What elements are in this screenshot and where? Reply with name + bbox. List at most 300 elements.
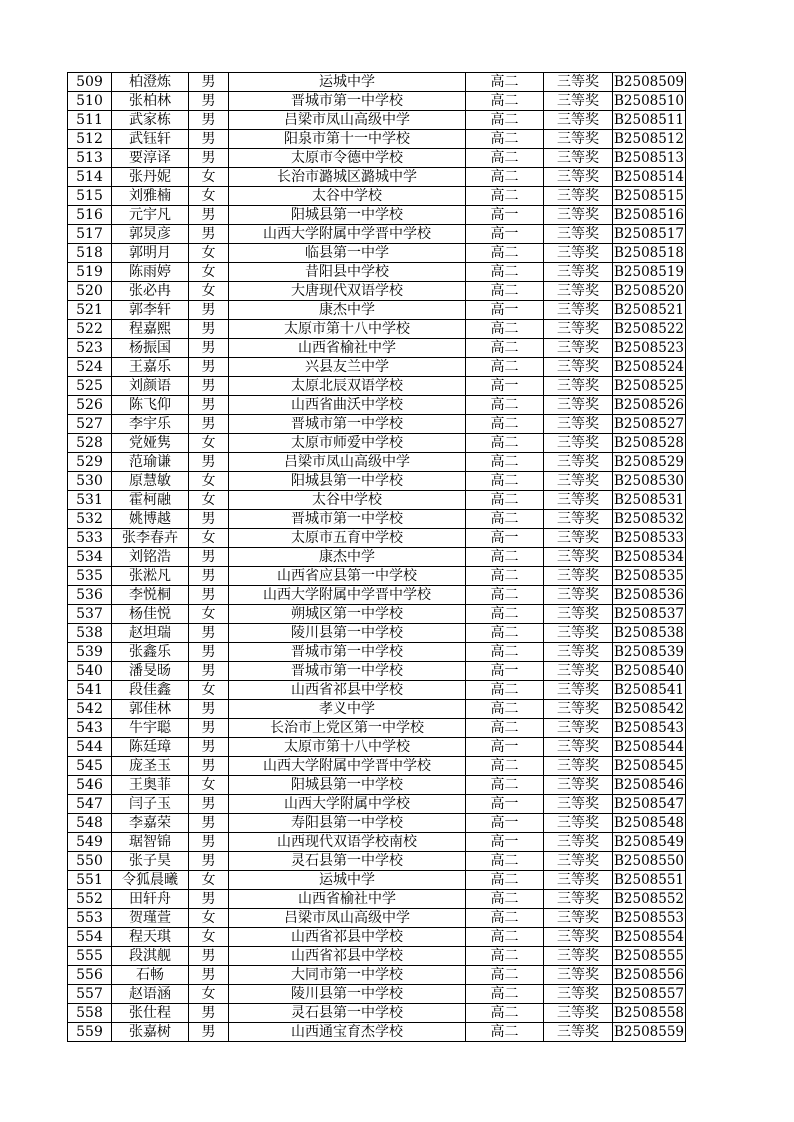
gender: 男 <box>189 757 229 776</box>
certificate-number: B2508516 <box>613 207 685 223</box>
grade: 高二 <box>466 1023 544 1042</box>
school-name: 康杰中学 <box>229 548 466 567</box>
gender: 男 <box>189 586 229 605</box>
student-name: 郭明月 <box>112 244 189 263</box>
row-number: 554 <box>68 928 112 947</box>
grade: 高二 <box>466 700 544 719</box>
gender: 女 <box>189 282 229 301</box>
award-level: 三等奖 <box>544 928 613 947</box>
award-level: 三等奖 <box>544 187 613 206</box>
table-row <box>68 73 686 92</box>
award-level: 三等奖 <box>544 776 613 795</box>
student-name: 武家栋 <box>112 111 189 130</box>
table-row <box>68 434 686 453</box>
school-name: 太谷中学校 <box>229 187 466 206</box>
award-level: 三等奖 <box>544 206 613 225</box>
certificate-number: B2508536 <box>613 587 685 603</box>
award-level: 三等奖 <box>544 491 613 510</box>
gender: 男 <box>189 358 229 377</box>
certificate-number: B2508509 <box>613 74 685 90</box>
school-name: 吕梁市凤山高级中学 <box>229 909 466 928</box>
student-name: 元宇凡 <box>112 206 189 225</box>
gender: 男 <box>189 814 229 833</box>
row-number: 510 <box>68 92 112 111</box>
grade: 高二 <box>466 415 544 434</box>
grade: 高二 <box>466 111 544 130</box>
table-row <box>68 700 686 719</box>
table-row <box>68 472 686 491</box>
table-row <box>68 871 686 890</box>
row-number: 534 <box>68 548 112 567</box>
school-name: 晋城市第一中学校 <box>229 415 466 434</box>
award-level: 三等奖 <box>544 966 613 985</box>
student-name: 张子昊 <box>112 852 189 871</box>
grade: 高二 <box>466 776 544 795</box>
school-name: 阳城县第一中学校 <box>229 472 466 491</box>
row-number: 521 <box>68 301 112 320</box>
row-number: 547 <box>68 795 112 814</box>
gender: 女 <box>189 244 229 263</box>
school-name: 长治市上党区第一中学校 <box>229 719 466 738</box>
row-number: 558 <box>68 1004 112 1023</box>
row-number: 552 <box>68 890 112 909</box>
student-name: 王奥菲 <box>112 776 189 795</box>
student-name: 张仕程 <box>112 1004 189 1023</box>
grade: 高二 <box>466 73 544 92</box>
table-row <box>68 947 686 966</box>
award-level: 三等奖 <box>544 73 613 92</box>
certificate-number: B2508529 <box>613 454 685 470</box>
school-name: 山西大学附属中学晋中学校 <box>229 586 466 605</box>
student-name: 赵坦瑞 <box>112 624 189 643</box>
gender: 女 <box>189 491 229 510</box>
certificate-number: B2508549 <box>613 834 685 850</box>
school-name: 山西省榆社中学 <box>229 890 466 909</box>
table-row <box>68 548 686 567</box>
grade: 高一 <box>466 814 544 833</box>
gender: 男 <box>189 947 229 966</box>
row-number: 533 <box>68 529 112 548</box>
certificate-number: B2508526 <box>613 397 685 413</box>
award-level: 三等奖 <box>544 339 613 358</box>
grade: 高二 <box>466 282 544 301</box>
table-row <box>68 206 686 225</box>
gender: 男 <box>189 719 229 738</box>
award-level: 三等奖 <box>544 377 613 396</box>
award-level: 三等奖 <box>544 320 613 339</box>
gender: 男 <box>189 301 229 320</box>
row-number: 524 <box>68 358 112 377</box>
award-level: 三等奖 <box>544 643 613 662</box>
certificate-number: B2508522 <box>613 321 685 337</box>
gender: 男 <box>189 966 229 985</box>
award-list-table <box>67 72 686 1042</box>
gender: 男 <box>189 320 229 339</box>
certificate-number: B2508520 <box>613 283 685 299</box>
row-number: 536 <box>68 586 112 605</box>
table-row <box>68 168 686 187</box>
award-level: 三等奖 <box>544 472 613 491</box>
gender: 女 <box>189 871 229 890</box>
row-number: 539 <box>68 643 112 662</box>
grade: 高一 <box>466 833 544 852</box>
certificate-number: B2508550 <box>613 853 685 869</box>
gender: 男 <box>189 377 229 396</box>
award-level: 三等奖 <box>544 624 613 643</box>
row-number: 529 <box>68 453 112 472</box>
row-number: 549 <box>68 833 112 852</box>
school-name: 康杰中学 <box>229 301 466 320</box>
award-level: 三等奖 <box>544 263 613 282</box>
row-number: 542 <box>68 700 112 719</box>
student-name: 杨佳悦 <box>112 605 189 624</box>
award-level: 三等奖 <box>544 662 613 681</box>
row-number: 519 <box>68 263 112 282</box>
gender: 男 <box>189 833 229 852</box>
certificate-number: B2508513 <box>613 150 685 166</box>
school-name: 大唐现代双语学校 <box>229 282 466 301</box>
row-number: 527 <box>68 415 112 434</box>
student-name: 庞圣玉 <box>112 757 189 776</box>
school-name: 晋城市第一中学校 <box>229 92 466 111</box>
school-name: 晋城市第一中学校 <box>229 643 466 662</box>
student-name: 刘颜语 <box>112 377 189 396</box>
award-level: 三等奖 <box>544 301 613 320</box>
award-level: 三等奖 <box>544 358 613 377</box>
table-row <box>68 757 686 776</box>
school-name: 大同市第一中学校 <box>229 966 466 985</box>
certificate-number: B2508534 <box>613 549 685 565</box>
certificate-number: B2508543 <box>613 720 685 736</box>
award-level: 三等奖 <box>544 871 613 890</box>
table-row <box>68 833 686 852</box>
table-row <box>68 909 686 928</box>
row-number: 548 <box>68 814 112 833</box>
table-row <box>68 377 686 396</box>
grade: 高二 <box>466 852 544 871</box>
grade: 高一 <box>466 662 544 681</box>
table-row <box>68 396 686 415</box>
gender: 男 <box>189 890 229 909</box>
grade: 高二 <box>466 1004 544 1023</box>
row-number: 545 <box>68 757 112 776</box>
student-name: 闫子玉 <box>112 795 189 814</box>
student-name: 张必冉 <box>112 282 189 301</box>
gender: 男 <box>189 339 229 358</box>
award-level: 三等奖 <box>544 605 613 624</box>
school-name: 寿阳县第一中学校 <box>229 814 466 833</box>
gender: 男 <box>189 643 229 662</box>
gender: 女 <box>189 909 229 928</box>
student-name: 原慧敏 <box>112 472 189 491</box>
row-number: 550 <box>68 852 112 871</box>
certificate-number: B2508548 <box>613 815 685 831</box>
grade: 高二 <box>466 871 544 890</box>
grade: 高二 <box>466 928 544 947</box>
table-row <box>68 510 686 529</box>
certificate-number: B2508523 <box>613 340 685 356</box>
gender: 男 <box>189 149 229 168</box>
gender: 女 <box>189 168 229 187</box>
table-row <box>68 415 686 434</box>
table-row <box>68 624 686 643</box>
grade: 高二 <box>466 757 544 776</box>
school-name: 山西现代双语学校南校 <box>229 833 466 852</box>
certificate-number: B2508559 <box>613 1024 685 1040</box>
school-name: 太谷中学校 <box>229 491 466 510</box>
certificate-number: B2508552 <box>613 891 685 907</box>
school-name: 灵石县第一中学校 <box>229 1004 466 1023</box>
row-number: 516 <box>68 206 112 225</box>
student-name: 张嘉树 <box>112 1023 189 1042</box>
grade: 高二 <box>466 149 544 168</box>
award-level: 三等奖 <box>544 1023 613 1042</box>
row-number: 518 <box>68 244 112 263</box>
student-name: 石畅 <box>112 966 189 985</box>
row-number: 559 <box>68 1023 112 1042</box>
certificate-number: B2508525 <box>613 378 685 394</box>
certificate-number: B2508546 <box>613 777 685 793</box>
row-number: 537 <box>68 605 112 624</box>
school-name: 吕梁市凤山高级中学 <box>229 111 466 130</box>
student-name: 武钰轩 <box>112 130 189 149</box>
certificate-number: B2508518 <box>613 245 685 261</box>
student-name: 陈飞仰 <box>112 396 189 415</box>
table-row <box>68 282 686 301</box>
award-level: 三等奖 <box>544 415 613 434</box>
row-number: 532 <box>68 510 112 529</box>
certificate-number: B2508547 <box>613 796 685 812</box>
table-row <box>68 605 686 624</box>
student-name: 牛宇聪 <box>112 719 189 738</box>
student-name: 柏澄炼 <box>112 73 189 92</box>
grade: 高二 <box>466 339 544 358</box>
grade: 高二 <box>466 681 544 700</box>
school-name: 山西省应县第一中学校 <box>229 567 466 586</box>
grade: 高二 <box>466 396 544 415</box>
grade: 高二 <box>466 947 544 966</box>
award-level: 三等奖 <box>544 700 613 719</box>
certificate-number: B2508510 <box>613 93 685 109</box>
student-name: 刘铭浩 <box>112 548 189 567</box>
row-number: 541 <box>68 681 112 700</box>
student-name: 王嘉乐 <box>112 358 189 377</box>
award-level: 三等奖 <box>544 586 613 605</box>
row-number: 540 <box>68 662 112 681</box>
table-row <box>68 719 686 738</box>
table-row <box>68 491 686 510</box>
award-level: 三等奖 <box>544 92 613 111</box>
student-name: 段佳鑫 <box>112 681 189 700</box>
award-level: 三等奖 <box>544 510 613 529</box>
school-name: 晋城市第一中学校 <box>229 662 466 681</box>
row-number: 535 <box>68 567 112 586</box>
school-name: 太原市第十八中学校 <box>229 738 466 757</box>
school-name: 运城中学 <box>229 73 466 92</box>
school-name: 阳泉市第十一中学校 <box>229 130 466 149</box>
table-row <box>68 225 686 244</box>
student-name: 范瑜谦 <box>112 453 189 472</box>
table-row <box>68 339 686 358</box>
award-level: 三等奖 <box>544 985 613 1004</box>
grade: 高二 <box>466 966 544 985</box>
row-number: 544 <box>68 738 112 757</box>
certificate-number: B2508528 <box>613 435 685 451</box>
table-row <box>68 358 686 377</box>
award-level: 三等奖 <box>544 719 613 738</box>
table-row <box>68 111 686 130</box>
gender: 女 <box>189 776 229 795</box>
row-number: 528 <box>68 434 112 453</box>
grade: 高二 <box>466 567 544 586</box>
award-level: 三等奖 <box>544 225 613 244</box>
certificate-number: B2508532 <box>613 511 685 527</box>
grade: 高一 <box>466 206 544 225</box>
school-name: 山西大学附属中学晋中学校 <box>229 225 466 244</box>
student-name: 程天琪 <box>112 928 189 947</box>
student-name: 张柏林 <box>112 92 189 111</box>
row-number: 553 <box>68 909 112 928</box>
student-name: 赵语涵 <box>112 985 189 1004</box>
school-name: 太原市第十八中学校 <box>229 320 466 339</box>
grade: 高二 <box>466 624 544 643</box>
gender: 男 <box>189 415 229 434</box>
table-row <box>68 1004 686 1023</box>
school-name: 阳城县第一中学校 <box>229 206 466 225</box>
certificate-number: B2508544 <box>613 739 685 755</box>
student-name: 张鑫乐 <box>112 643 189 662</box>
row-number: 525 <box>68 377 112 396</box>
certificate-number: B2508533 <box>613 530 685 546</box>
student-name: 李宇乐 <box>112 415 189 434</box>
gender: 男 <box>189 396 229 415</box>
student-name: 要淳译 <box>112 149 189 168</box>
table-row <box>68 130 686 149</box>
award-level: 三等奖 <box>544 738 613 757</box>
table-row <box>68 681 686 700</box>
table-row <box>68 890 686 909</box>
award-level: 三等奖 <box>544 396 613 415</box>
gender: 男 <box>189 1004 229 1023</box>
gender: 男 <box>189 1023 229 1042</box>
gender: 女 <box>189 928 229 947</box>
certificate-number: B2508519 <box>613 264 685 280</box>
table-row <box>68 985 686 1004</box>
student-name: 李悦桐 <box>112 586 189 605</box>
certificate-number: B2508535 <box>613 568 685 584</box>
school-name: 山西省祁县中学校 <box>229 681 466 700</box>
student-name: 张丹妮 <box>112 168 189 187</box>
student-name: 张淞凡 <box>112 567 189 586</box>
row-number: 523 <box>68 339 112 358</box>
gender: 男 <box>189 453 229 472</box>
school-name: 太原北辰双语学校 <box>229 377 466 396</box>
row-number: 543 <box>68 719 112 738</box>
school-name: 山西大学附属中学校 <box>229 795 466 814</box>
grade: 高二 <box>466 358 544 377</box>
award-level: 三等奖 <box>544 529 613 548</box>
table-row <box>68 187 686 206</box>
gender: 男 <box>189 852 229 871</box>
gender: 男 <box>189 73 229 92</box>
grade: 高二 <box>466 909 544 928</box>
row-number: 526 <box>68 396 112 415</box>
gender: 女 <box>189 681 229 700</box>
row-number: 522 <box>68 320 112 339</box>
table-row <box>68 244 686 263</box>
award-level: 三等奖 <box>544 1004 613 1023</box>
table-row <box>68 92 686 111</box>
student-name: 陈廷璋 <box>112 738 189 757</box>
table-row <box>68 1023 686 1042</box>
student-name: 潘旻旸 <box>112 662 189 681</box>
award-level: 三等奖 <box>544 453 613 472</box>
school-name: 太原市师爱中学校 <box>229 434 466 453</box>
grade: 高二 <box>466 510 544 529</box>
gender: 男 <box>189 738 229 757</box>
certificate-number: B2508531 <box>613 492 685 508</box>
school-name: 阳城县第一中学校 <box>229 776 466 795</box>
grade: 高二 <box>466 643 544 662</box>
student-name: 郭佳林 <box>112 700 189 719</box>
grade: 高二 <box>466 586 544 605</box>
row-number: 511 <box>68 111 112 130</box>
gender: 男 <box>189 700 229 719</box>
row-number: 531 <box>68 491 112 510</box>
school-name: 陵川县第一中学校 <box>229 985 466 1004</box>
grade: 高二 <box>466 719 544 738</box>
student-name: 郭李轩 <box>112 301 189 320</box>
school-name: 昔阳县中学校 <box>229 263 466 282</box>
school-name: 孝义中学 <box>229 700 466 719</box>
award-level: 三等奖 <box>544 814 613 833</box>
award-list-body <box>68 73 686 1042</box>
student-name: 党娅隽 <box>112 434 189 453</box>
award-level: 三等奖 <box>544 757 613 776</box>
gender: 女 <box>189 187 229 206</box>
row-number: 551 <box>68 871 112 890</box>
grade: 高二 <box>466 187 544 206</box>
student-name: 霍柯融 <box>112 491 189 510</box>
table-row <box>68 586 686 605</box>
row-number: 517 <box>68 225 112 244</box>
award-level: 三等奖 <box>544 681 613 700</box>
certificate-number: B2508551 <box>613 872 685 888</box>
grade: 高一 <box>466 529 544 548</box>
row-number: 556 <box>68 966 112 985</box>
table-row <box>68 529 686 548</box>
school-name: 运城中学 <box>229 871 466 890</box>
school-name: 长治市潞城区潞城中学 <box>229 168 466 187</box>
school-name: 太原市五育中学校 <box>229 529 466 548</box>
gender: 男 <box>189 795 229 814</box>
award-level: 三等奖 <box>544 282 613 301</box>
gender: 女 <box>189 605 229 624</box>
grade: 高二 <box>466 548 544 567</box>
award-level: 三等奖 <box>544 947 613 966</box>
row-number: 546 <box>68 776 112 795</box>
table-row <box>68 852 686 871</box>
award-level: 三等奖 <box>544 909 613 928</box>
certificate-number: B2508511 <box>613 112 685 128</box>
gender: 男 <box>189 567 229 586</box>
certificate-number: B2508556 <box>613 967 685 983</box>
school-name: 兴县友兰中学 <box>229 358 466 377</box>
grade: 高二 <box>466 263 544 282</box>
award-level: 三等奖 <box>544 890 613 909</box>
student-name: 张李春卉 <box>112 529 189 548</box>
student-name: 陈雨婷 <box>112 263 189 282</box>
